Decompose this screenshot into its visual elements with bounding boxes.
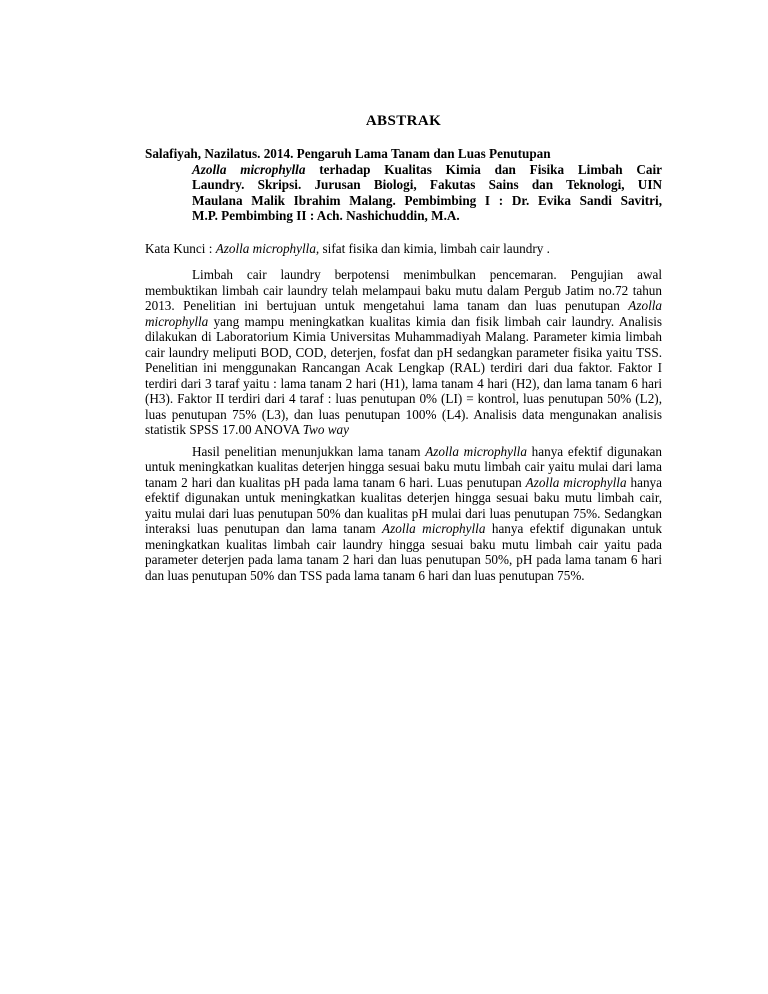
text-segment: Azolla microphylla	[382, 521, 486, 536]
keywords-line	[145, 241, 662, 257]
text-segment: Azolla microphylla	[192, 161, 306, 177]
text-segment: Kata Kunci :	[145, 240, 216, 256]
citation-line	[145, 146, 662, 162]
text-segment: Hasil penelitian menunjukkan lama tanam	[192, 443, 426, 459]
page-title: ABSTRAK	[365, 113, 442, 129]
text-segment: hanya efektif digunakan untuk meningkatkan kualitas deterjen hingga sesuai baku mutu limbah cair yaitu mulai dari lama tanam 2 hari dan kualitas pH pada lama tanam 6 hari. Luas penutupan	[145, 443, 662, 490]
text-segment: Salafiyah, Nazilatus. 2014. Pengaruh Lama Tanam dan Luas Penutupan	[145, 146, 551, 161]
text-segment: yang mampu meningkatkan kualitas kimia dan fisik limbah cair laundry. Analisis dilakukan di Laboratorium Kimia Universitas Muhammadiyah Malang. Parameter kimia limbah cair laundry meliputi BOD, COD, deterjen, fosfat dan pH sedangkan parameter fisika yaitu TSS. Penelitian ini menggunakan Rancangan Acak Lengkap (RAL) terdiri dari dua faktor. Faktor I terdiri dari 3 taraf yaitu : lama tanam 2 hari (H1), lama tanam 4 hari (H2), dan lama tanam 6 hari (H3). Faktor II terdiri dari 4 taraf : luas penutupan 0% (LI) = kontrol, luas penutupan 50% (L2), luas penutupan 75% (L3), dan luas penutupan 100% (L4). Analisis data mengunakan analisis statistik SPSS 17.00 ANOVA	[145, 313, 662, 437]
text-segment: Two way	[302, 422, 349, 437]
text-segment: Limbah cair laundry berpotensi menimbulkan pencemaran. Pengujian awal membuktikan limbah cair laundry telah melampaui baku mutu dalam Pergub Jatim no.72 tahun 2013. Penelitian ini bertujuan untuk mengetahui lama tanam dan luas penutupan	[145, 267, 662, 313]
text-segment: hanya efektif digunakan untuk meningkatkan kualitas deterjen hingga sesuai baku mutu limbah cair, yaitu mulai dari luas penutupan 50% dan kualitas pH mulai dari luas penutupan 75%. Sedangkan interaksi luas penutupan dan lama tanam	[145, 474, 662, 536]
citation-line	[192, 162, 662, 178]
abstract-paragraph-2	[145, 444, 662, 584]
text-segment: sifat fisika dan kimia, limbah cair laundry .	[319, 240, 550, 256]
text-segment: Azolla microphylla,	[215, 240, 320, 256]
citation-line	[192, 193, 662, 209]
text-segment: hanya efektif digunakan untuk meningkatkan kualitas limbah cair laundry hingga sesuai baku mutu limbah cair yaitu pada parameter deterjen pada lama tanam 2 hari dan luas penutupan 50%, pH pada lama tanam 6 hari dan luas penutupan 50% dan TSS pada lama tanam 6 hari dan luas penutupan 75%.	[145, 521, 662, 583]
abstract-paragraph-1	[145, 267, 662, 438]
text-segment: Azolla microphylla	[145, 298, 662, 329]
citation-block	[145, 146, 662, 224]
citation-line	[192, 208, 662, 224]
text-segment: terhadap Kualitas Kimia dan Fisika Limbah Cair	[305, 161, 662, 177]
text-segment: Azolla microphylla	[525, 474, 627, 490]
text-segment: Maulana Malik Ibrahim Malang. Pembimbing I : Dr. Evika Sandi Savitri,	[192, 192, 662, 208]
text-segment: M.P. Pembimbing II : Ach. Nashichuddin, M.A.	[192, 208, 460, 223]
citation-line	[192, 177, 662, 193]
text-segment: Azolla microphylla	[425, 443, 527, 459]
text-segment: Laundry. Skripsi. Jurusan Biologi, Fakutas Sains dan Teknologi, UIN	[192, 177, 662, 192]
